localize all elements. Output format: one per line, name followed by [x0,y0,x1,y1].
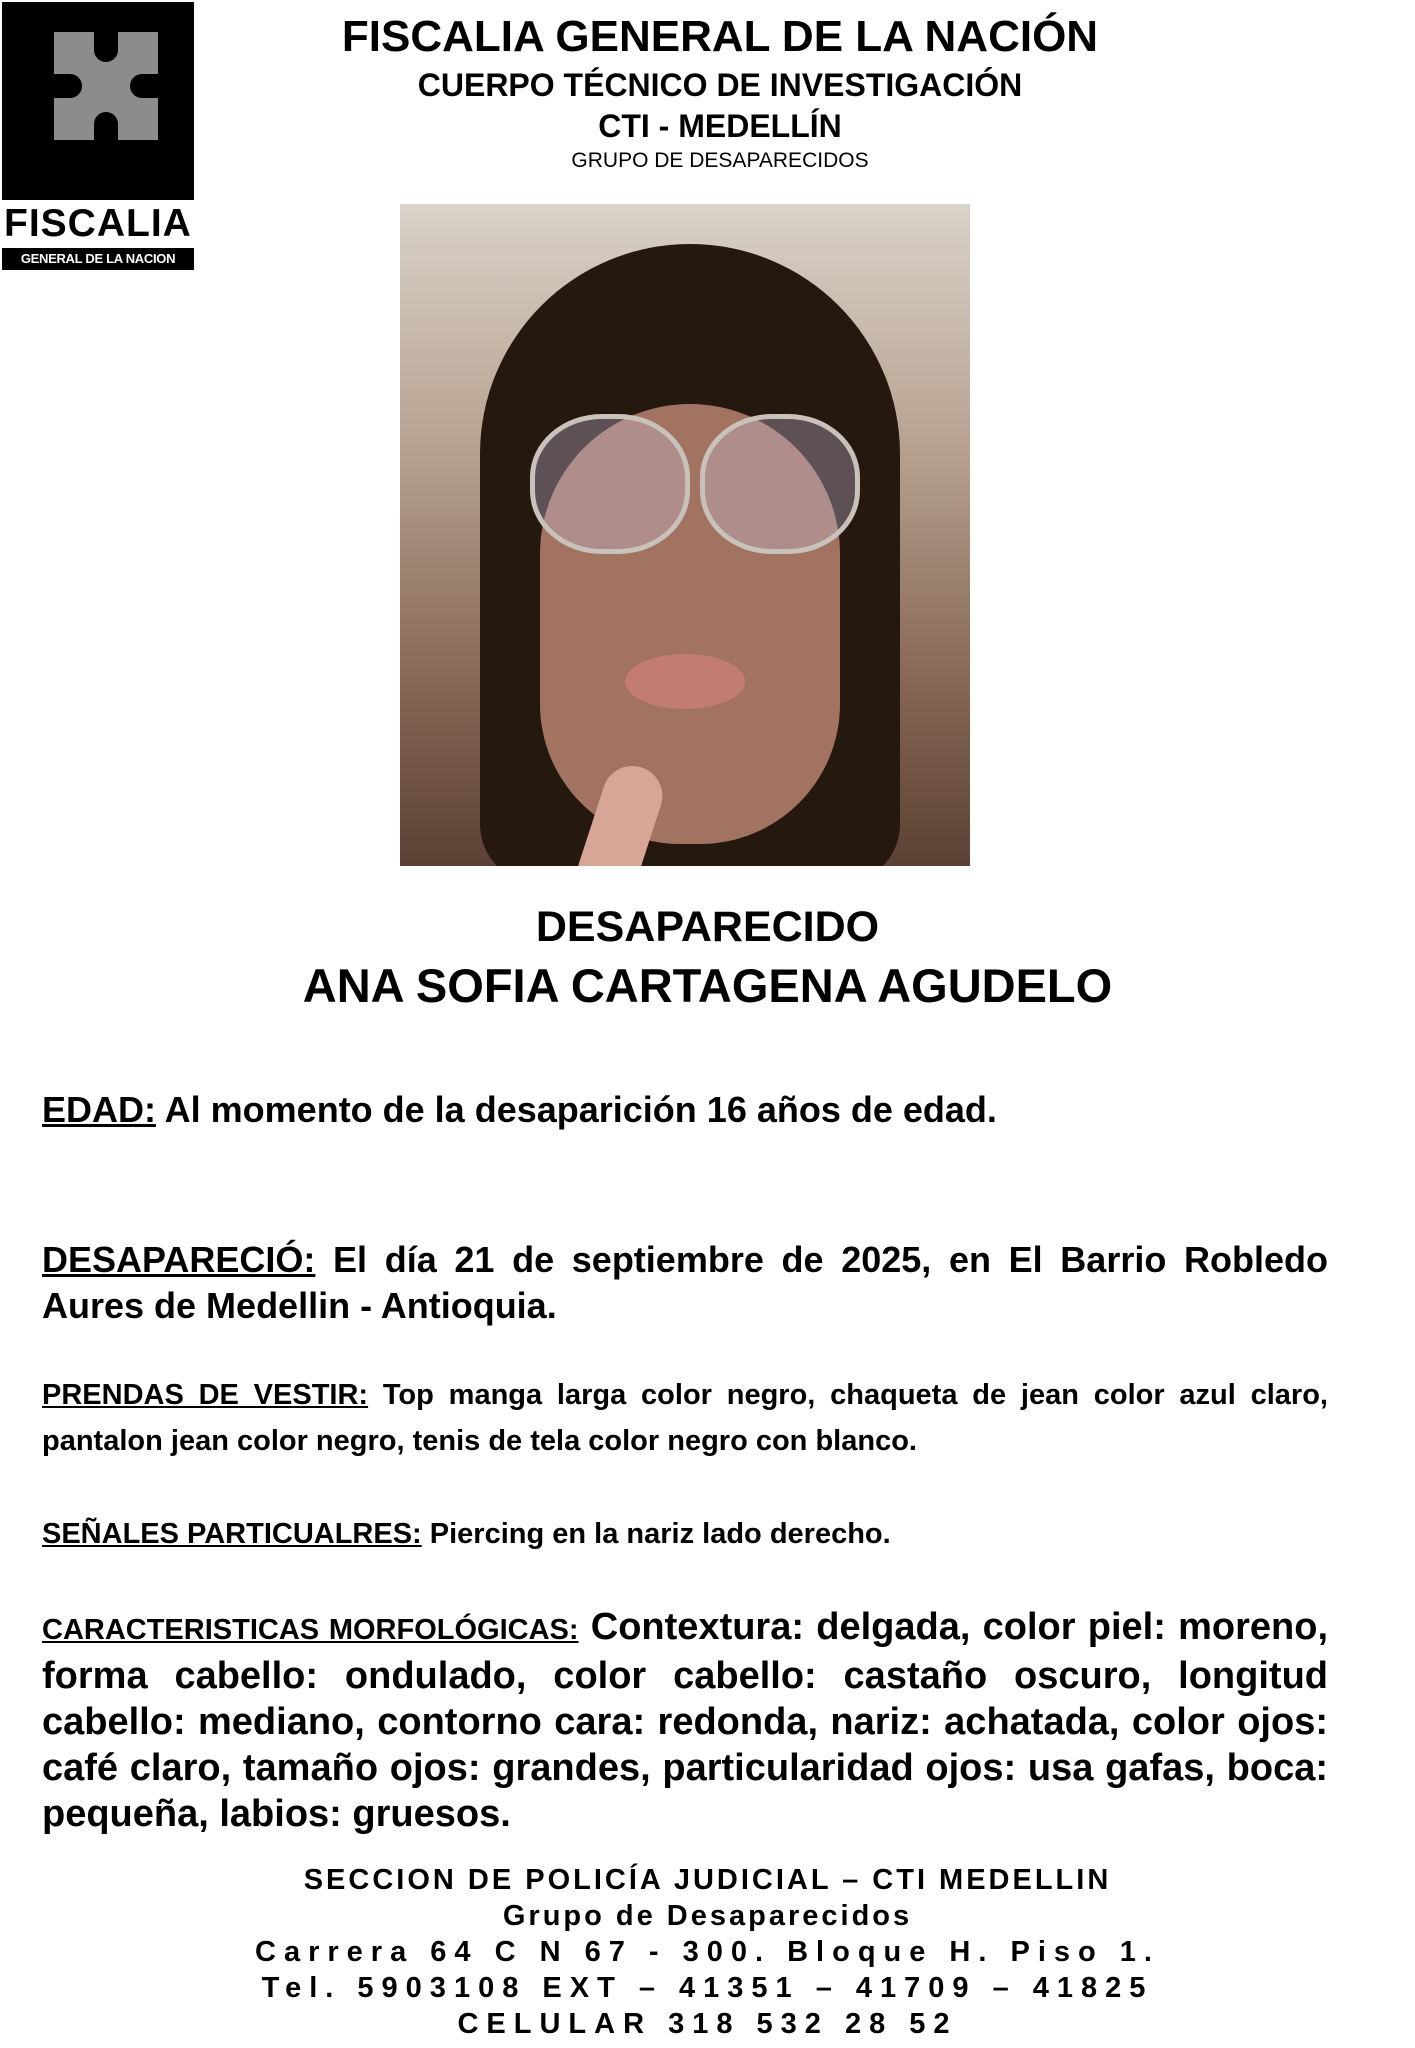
footer-phone: Tel. 5903108 EXT – 41351 – 41709 – 41825 [261,1972,1154,2004]
fiscalia-logo [2,2,196,270]
header-group: GRUPO DE DESAPARECIDOS [571,149,869,172]
clothing-label: PRENDAS DE VESTIR: [42,1379,369,1411]
status-block [0,898,1415,1016]
footer-address: Carrera 64 C N 67 - 300. Bloque H. Piso 1. [255,1936,1160,1968]
contact-footer [0,1862,1415,2042]
footer-mobile: CELULAR 318 532 28 52 [457,2008,958,2040]
header-office: CTI - MEDELLÍN [598,108,842,144]
clothing-paragraph [42,1372,1328,1464]
footer-group: Grupo de Desaparecidos [502,1900,913,1932]
header [220,10,1220,176]
marks-paragraph [42,1511,1328,1557]
person-name: ANA SOFIA CARTAGENA AGUDELO [302,959,1113,1012]
logo-subtitle: GENERAL DE LA NACION [2,248,194,270]
age-label: EDAD: [42,1089,156,1130]
clothing-text: Top manga larga color negro, chaqueta de jean color azul claro, pantalon jean color negro, tenis de tela color negro con blanco. [42,1379,1328,1457]
marks-text: Piercing en la nariz lado derecho. [421,1518,891,1550]
disappeared-text: El día 21 de septiembre de 2025, en El Barrio Robledo Aures de Medellin - Antioquia. [42,1239,1328,1326]
features-paragraph [42,1604,1328,1837]
logo-word: FISCALIA [4,202,192,245]
features-text: Contextura: delgada, color piel: moreno, forma cabello: ondulado, color cabello: castaño oscuro, longitud cabello: mediano, contorno cara: redonda, nariz: achatada, color ojos: café claro, tamaño ojos: grandes, particularidad ojos: usa gafas, boca: pequeña, labios: gruesos. [42,1606,1328,1835]
age-text: Al momento de la desaparición 16 años de edad. [156,1089,997,1130]
marks-label: SEÑALES PARTICUALRES: [42,1518,422,1550]
features-label: CARACTERISTICAS MORFOLÓGICAS: [42,1614,579,1646]
missing-person-photo [400,204,970,866]
age-paragraph [42,1087,1328,1133]
footer-section: SECCION DE POLICÍA JUDICIAL – CTI MEDELLIN [303,1864,1112,1896]
status-label: DESAPARECIDO [535,903,880,951]
header-subtitle: CUERPO TÉCNICO DE INVESTIGACIÓN [417,67,1023,103]
puzzle-logo-icon [2,2,194,200]
header-title: FISCALIA GENERAL DE LA NACIÓN [341,12,1099,61]
disappeared-paragraph [42,1237,1328,1329]
disappeared-label: DESAPARECIÓ: [42,1239,316,1280]
